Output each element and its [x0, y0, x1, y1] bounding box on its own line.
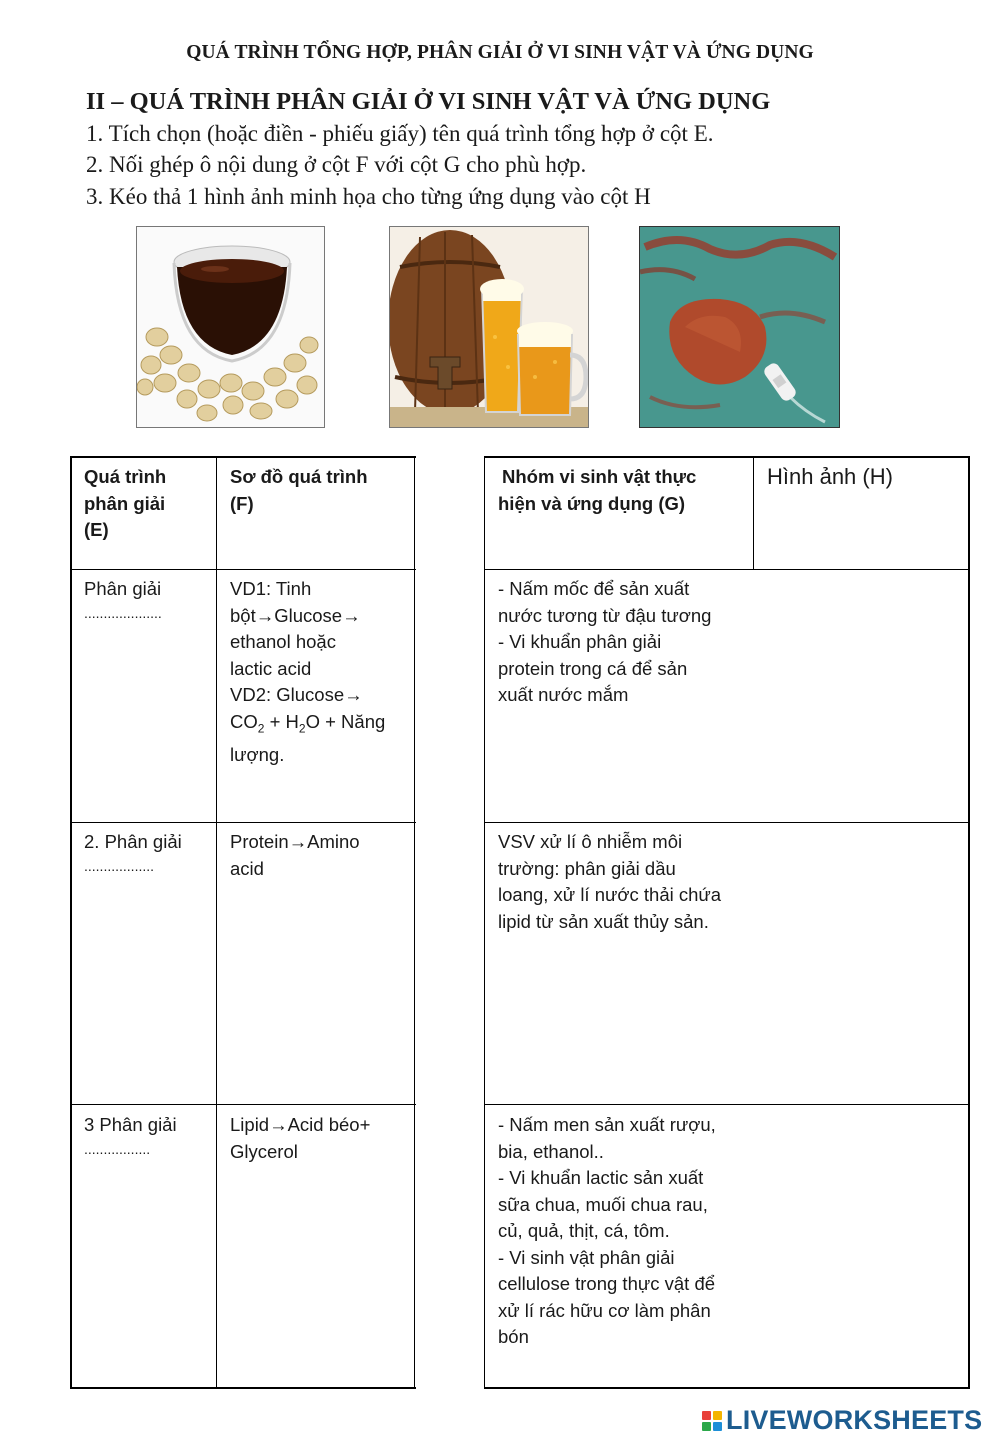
row2-image-dropzone[interactable]: [756, 825, 966, 1102]
row-divider-2-left: [70, 822, 416, 823]
row3-g[interactable]: - Nấm men sản xuất rượu, bia, ethanol.. - Vi khuẩn lactic sản xuất sữa chua, muối chua rau, củ, quả, thịt, cá, tôm. - Vi sinh vật phân giải cellulose trong thực vật để xử lí rác hữu cơ làm phân bón: [498, 1114, 716, 1347]
header-e: Quá trình phân giải (E): [84, 466, 167, 540]
oil-spill-icon: [640, 227, 839, 427]
arrow-icon: →: [344, 684, 363, 705]
row3-e-blank[interactable]: .................: [84, 1140, 151, 1157]
row1-g[interactable]: - Nấm mốc để sản xuất nước tương từ đậu tương - Vi khuẩn phân giải protein trong cá để sản xuất nước mắm: [498, 578, 712, 705]
row-divider-3-left: [70, 1104, 416, 1105]
row2-e-blank[interactable]: ..................: [84, 857, 155, 874]
beer-image[interactable]: [389, 226, 589, 428]
col-divider-gap-g: [484, 456, 485, 1389]
arrow-icon: →: [288, 831, 308, 852]
header-g: Nhóm vi sinh vật thực hiện và ứng dụng (G): [498, 466, 697, 514]
table-border-left: [70, 456, 72, 1389]
row3-image-dropzone[interactable]: [756, 1107, 966, 1385]
arrow-icon: →: [255, 604, 275, 626]
row-divider-2-right: [484, 822, 970, 823]
soy-sauce-icon: [137, 227, 324, 427]
header-h: Hình ảnh (H): [767, 464, 893, 489]
arrow-icon: →: [269, 1114, 288, 1135]
table-border-right: [968, 456, 970, 1389]
row2-e: 2. Phân giải ..................: [84, 831, 182, 874]
table-border-top-right: [484, 456, 970, 458]
beer-barrel-icon: [390, 227, 588, 427]
soy-sauce-image[interactable]: [136, 226, 325, 428]
header-f: Sơ đồ quá trình (F): [230, 466, 368, 514]
arrow-icon: →: [342, 604, 361, 626]
row3-f[interactable]: Lipid→Acid béo+ Glycerol: [230, 1114, 371, 1162]
row-divider-1-right: [484, 569, 970, 570]
row1-e: Phân giải ....................: [84, 578, 162, 621]
oil-spill-image[interactable]: [639, 226, 840, 428]
row2-f[interactable]: Protein→Amino acid: [230, 831, 360, 879]
instruction-3: 3. Kéo thả 1 hình ảnh minh họa cho từng ứng dụng vào cột H: [86, 184, 651, 209]
col-divider-e-f: [216, 456, 217, 1389]
section-heading: II – QUÁ TRÌNH PHÂN GIẢI Ở VI SINH VẬT VÀ ỨNG DỤNG: [86, 88, 771, 115]
row1-image-dropzone[interactable]: [756, 572, 966, 820]
row-divider-3-right: [484, 1104, 970, 1105]
page-title: QUÁ TRÌNH TỔNG HỢP, PHÂN GIẢI Ở VI SINH VẬT VÀ ỨNG DỤNG: [186, 42, 814, 63]
col-divider-g-h: [753, 456, 754, 570]
logo-text: LIVEWORKSHEETS: [726, 1405, 983, 1435]
instruction-2: 2. Nối ghép ô nội dung ở cột F với cột G cho phù hợp.: [86, 152, 587, 177]
logo-mark-icon: [702, 1411, 722, 1431]
liveworksheets-logo: [702, 1405, 982, 1436]
col-divider-f-gap: [414, 456, 415, 1389]
instruction-1: 1. Tích chọn (hoặc điền - phiếu giấy) tên quá trình tổng hợp ở cột E.: [86, 121, 714, 146]
row-divider-1-left: [70, 569, 416, 570]
row3-e: 3 Phân giải .................: [84, 1114, 177, 1157]
table-border-top-left: [70, 456, 416, 458]
table-border-bottom-left: [70, 1387, 416, 1389]
row2-g[interactable]: VSV xử lí ô nhiễm môi trường: phân giải dầu loang, xử lí nước thải chứa lipid từ sản xuất thủy sản.: [498, 831, 722, 932]
table-border-bottom-right: [484, 1387, 970, 1389]
row1-f[interactable]: VD1: Tinh bột→Glucose→ ethanol hoặc lactic acid VD2: Glucose→ $CO_2 + H_2O$ + Năng lượng.: [230, 578, 386, 765]
row1-e-blank[interactable]: ....................: [84, 604, 162, 621]
